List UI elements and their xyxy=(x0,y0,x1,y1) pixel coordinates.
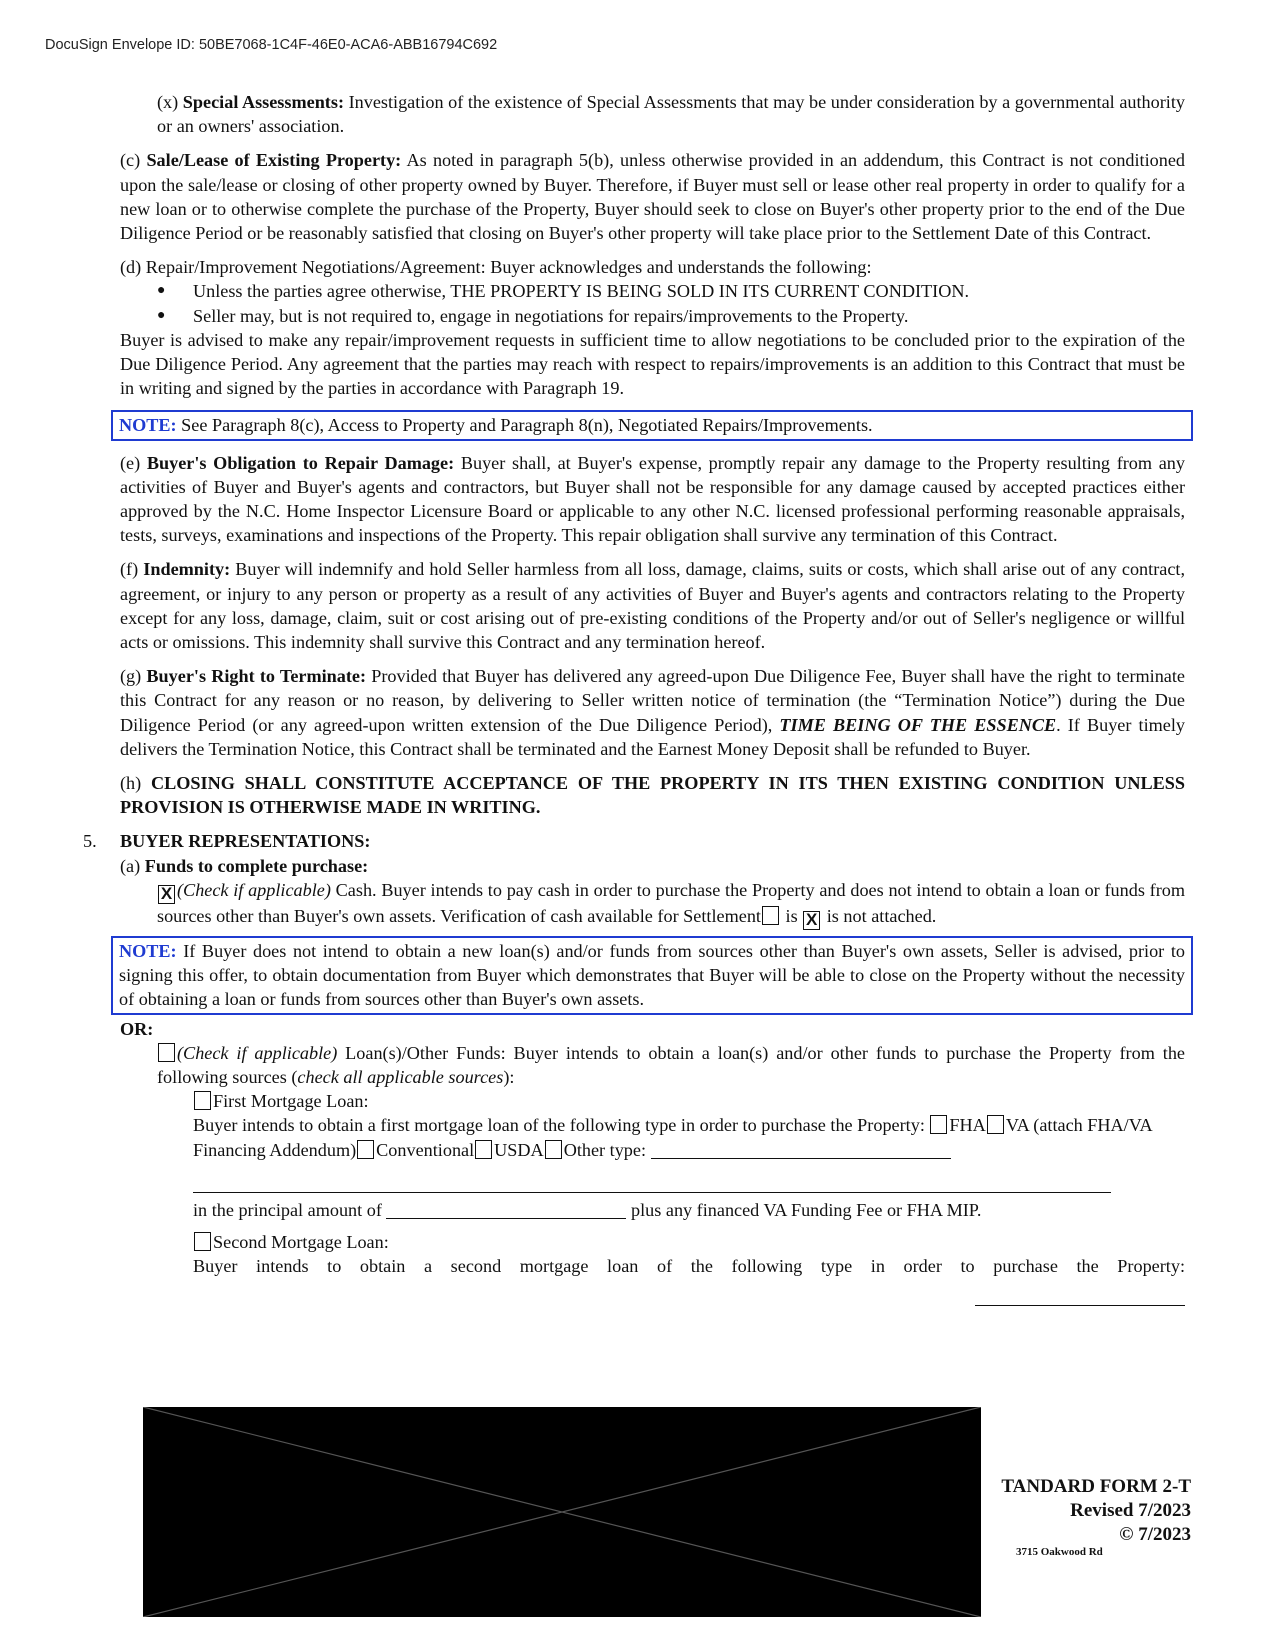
va-label: VA (attach FHA/VA Financing Addendum) xyxy=(193,1115,1152,1160)
or-label: OR: xyxy=(120,1018,154,1039)
para-title: Special Assessments: xyxy=(182,92,344,112)
loan-italic: check all applicable sources xyxy=(297,1066,504,1087)
para-label: (x) xyxy=(157,92,183,112)
para-c-sale-lease xyxy=(120,148,1185,245)
cash-option xyxy=(120,878,1185,930)
section-5-buyer-representations xyxy=(83,829,1185,929)
extra-line-row xyxy=(120,1172,1185,1196)
first-mortgage-types xyxy=(120,1113,1185,1161)
section-title: BUYER REPRESENTATIONS: xyxy=(120,831,371,852)
para-text: . If Buyer timely delivers the Termination Notice, this Contract shall be terminated and the Earnest Money Deposit shall be refunded to Buyer. xyxy=(120,714,1185,759)
bullet-item: ● Seller may, but is not required to, engage in negotiations for repairs/improvements to the Property. xyxy=(157,304,1185,328)
is-label: is xyxy=(780,905,803,926)
principal-tail: plus any financed VA Funding Fee or FHA MIP. xyxy=(631,1199,982,1220)
para-x-special-assessments xyxy=(120,90,1185,138)
conventional-checkbox[interactable] xyxy=(357,1140,374,1159)
principal-amount-input[interactable] xyxy=(386,1200,626,1219)
form-revised: Revised 7/2023 xyxy=(1070,1500,1191,1521)
fha-label: FHA xyxy=(949,1115,986,1136)
note-label: NOTE: xyxy=(119,415,177,436)
para-label: (g) xyxy=(120,666,147,687)
para-text: As noted in paragraph 5(b), unless otherwise provided in an addendum, this Contract is not conditioned upon the sale/lease or closing of other property owned by Buyer. Therefore, if Buyer must sell or lease other real property in order to qualify for a new loan or to otherwise complete the purchase of the Property, Buyer should seek to close on Buyer's other property prior to the end of the Due Diligence Period or be reasonably satisfied that closing on Buyer's other property will take place prior to the Settlement Date of this Contract. xyxy=(120,150,1186,244)
para-label: (a) xyxy=(120,855,145,876)
other-type-label: Other type: xyxy=(563,1139,647,1160)
loan-checkbox[interactable] xyxy=(158,1043,175,1062)
usda-checkbox[interactable] xyxy=(475,1140,492,1159)
first-mortgage-option xyxy=(120,1089,1185,1113)
conventional-label: Conventional xyxy=(376,1139,475,1160)
fha-checkbox[interactable] xyxy=(930,1115,947,1134)
loan-text: Loan(s)/Other Funds: Buyer intends to obtain a loan(s) and/or other funds to purchase the Property from the following sources ( xyxy=(157,1042,1185,1087)
loan-option xyxy=(120,1041,1185,1089)
is-not-label: is not attached. xyxy=(822,905,937,926)
para-text: Provided that Buyer has delivered any agreed-upon Due Diligence Fee, Buyer shall have the right to terminate this Contract for any reason or no reason, by delivering to Seller written notice of termination (the “Termination Notice”) during the Due Diligence Period (or any agreed-upon written extension of the Due Diligence Period), xyxy=(120,666,1186,735)
property-address: 3715 Oakwood Rd xyxy=(1016,1546,1103,1558)
verification-is-not-checkbox[interactable]: X xyxy=(803,911,820,930)
first-mortgage-text: Buyer intends to obtain a first mortgage loan of the following type in order to purchase the Property: xyxy=(193,1115,925,1136)
para-label: (f) xyxy=(120,559,144,580)
form-footer xyxy=(1001,1475,1191,1547)
note-box-cash xyxy=(111,936,1193,1015)
loan-text: ): xyxy=(503,1066,515,1087)
para-title: Sale/Lease of Existing Property: xyxy=(146,150,402,171)
check-if-applicable: (Check if applicable) xyxy=(177,879,331,900)
redaction-cross-icon xyxy=(143,1407,981,1617)
para-text: Investigation of the existence of Special Assessments that may be under consideration by a governmental authority or an owners' association. xyxy=(157,92,1185,137)
other-type-input-line-2[interactable] xyxy=(193,1174,1111,1193)
other-type-checkbox[interactable] xyxy=(545,1140,562,1159)
para-label: (c) xyxy=(120,150,147,171)
para-label: (h) xyxy=(120,773,151,794)
section-number: 5. xyxy=(83,831,97,852)
first-mortgage-checkbox[interactable] xyxy=(194,1091,211,1110)
para-title: Buyer's Right to Terminate: xyxy=(146,666,367,687)
para-text: Buyer shall, at Buyer's expense, promptly repair any damage to the Property resulting from any activities of Buyer and Buyer's agents and contractors, but Buyer shall not be responsible for any damage caused by accepted practices either approved by the N.C. Home Inspector Licensure Board or applicable to any other N.C. licensed professional performing reasonable appraisals, tests, surveys, examinations and inspections of the Property. This repair obligation shall survive any termination of this Contract. xyxy=(120,452,1185,546)
cash-text: Cash. Buyer intends to pay cash in order to purchase the Property and does not intend to obtain a loan or funds from sources other than Buyer's own assets. Verification of cash available for Settlement xyxy=(157,879,1185,926)
note-text: If Buyer does not intend to obtain a new loan(s) and/or funds from sources other than Buyer's own assets, Seller is advised, prior to signing this offer, to obtain documentation from Buyer which demonstrates that Buyer will be able to close on the Property without the necessity of obtaining a loan or funds from sources other than Buyer's own assets. xyxy=(119,940,1185,1010)
check-if-applicable: (Check if applicable) xyxy=(177,1042,338,1063)
note-box-access xyxy=(111,410,1193,440)
para-text: CLOSING SHALL CONSTITUTE ACCEPTANCE OF THE PROPERTY IN ITS THEN EXISTING CONDITION UNLESS PROVISION IS OTHERWISE MADE IN WRITING. xyxy=(120,773,1185,818)
subsection-a-title xyxy=(120,854,1185,878)
second-mortgage-text: Buyer intends to obtain a second mortgage loan of the following type in order to purchase the Property: xyxy=(193,1256,1185,1277)
note-text: See Paragraph 8(c), Access to Property and Paragraph 8(n), Negotiated Repairs/Improvements. xyxy=(176,415,873,436)
para-text: Buyer will indemnify and hold Seller harmless from all loss, damage, claims, suits or costs, which shall arise out of any contract, agreement, or injury to any person or property as a result of any activities of Buyer and Buyer's agents and contractors relating to the Property except for any loss, damage, claim, suit or cost arising out of pre-existing conditions of the Property and/or out of Seller's negligence or willful acts or omissions. This indemnity shall survive this Contract and any termination hereof. xyxy=(120,559,1186,653)
para-f-indemnity xyxy=(120,557,1185,654)
va-checkbox[interactable] xyxy=(987,1115,1004,1134)
second-mortgage-option xyxy=(120,1230,1185,1254)
verification-is-checkbox[interactable] xyxy=(762,906,779,925)
other-type-input[interactable] xyxy=(651,1140,951,1159)
time-essence-text: TIME BEING OF THE ESSENCE xyxy=(779,714,1057,735)
note-label: NOTE: xyxy=(119,940,177,961)
principal-label: in the principal amount of xyxy=(193,1199,382,1220)
contract-page xyxy=(83,90,1186,1309)
repair-bullet-list xyxy=(120,279,1185,327)
para-title: Indemnity: xyxy=(143,559,231,580)
para-title: Buyer's Obligation to Repair Damage: xyxy=(146,452,455,473)
para-d-intro: (d) Repair/Improvement Negotiations/Agreement: Buyer acknowledges and understands the following: xyxy=(120,257,872,278)
first-mortgage-label: First Mortgage Loan: xyxy=(213,1091,369,1112)
para-h-closing xyxy=(120,771,1185,819)
bullet-item: ● Unless the parties agree otherwise, THE PROPERTY IS BEING SOLD IN ITS CURRENT CONDITION. xyxy=(157,279,1185,303)
second-mortgage-label: Second Mortgage Loan: xyxy=(213,1232,389,1253)
second-mortgage-checkbox[interactable] xyxy=(194,1232,211,1251)
para-g-right-to-terminate xyxy=(120,664,1185,761)
second-type-input[interactable] xyxy=(975,1287,1185,1306)
usda-label: USDA xyxy=(494,1139,544,1160)
para-label: (e) xyxy=(120,452,147,473)
para-title: Funds to complete purchase: xyxy=(144,855,369,876)
form-copyright: © 7/2023 xyxy=(1119,1524,1191,1545)
redaction-box xyxy=(143,1407,981,1617)
envelope-id: DocuSign Envelope ID: 50BE7068-1C4F-46E0-ACA6-ABB16794C692 xyxy=(45,37,498,53)
form-name: TANDARD FORM 2-T xyxy=(1001,1476,1191,1497)
para-e-repair-damage xyxy=(120,451,1185,548)
cash-checkbox[interactable]: X xyxy=(158,885,175,904)
para-d-advice: Buyer is advised to make any repair/improvement requests in sufficient time to allow negotiations to be concluded prior to the expiration of the Due Diligence Period. Any agreement that the parties may reach with respect to repairs/improvements is an addition to this Contract that must be in writing and signed by the parties in accordance with Paragraph 19. xyxy=(120,329,1185,399)
principal-amount-row xyxy=(120,1198,1185,1222)
second-type-row xyxy=(120,1285,1185,1309)
